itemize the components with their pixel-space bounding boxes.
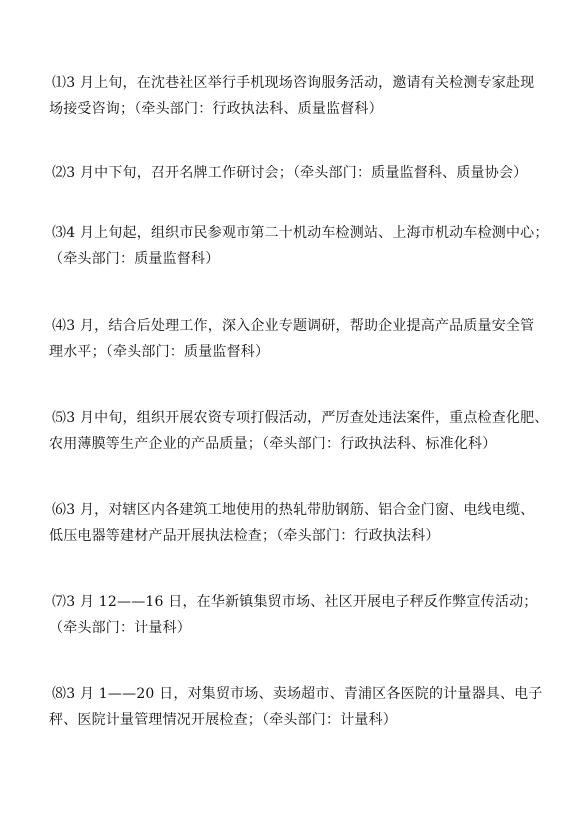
- item-1-line-2: 场接受咨询；（牵头部门：行政执法科、质量监督科）: [49, 101, 383, 117]
- list-item-6: [49, 497, 552, 549]
- list-item-2: [52, 160, 552, 186]
- item-5-line-1: ⑸3 月中旬，组织开展农资专项打假活动，严厉查处违法案件，重点检查化肥、: [52, 410, 549, 426]
- item-5-line-2: 农用薄膜等生产企业的产品质量；（牵头部门：行政执法科、标准化科）: [49, 436, 497, 452]
- list-item-5: [49, 405, 552, 457]
- item-7-line-2: （牵头部门：计量科）: [49, 620, 191, 636]
- item-4-line-2: 理水平；（牵头部门：质量监督科）: [49, 344, 270, 360]
- list-item-8: [49, 681, 552, 733]
- item-6-line-2: 低压电器等建材产品开展执法检查；（牵头部门：行政执法科）: [49, 528, 440, 544]
- item-7-line-1: ⑺3 月 12——16 日，在华新镇集贸市场、社区开展电子秤反作弊宣传活动；: [52, 594, 538, 610]
- item-8-line-2: 秤、医院计量管理情况开展检查；（牵头部门：计量科）: [49, 712, 397, 728]
- item-4-line-1: ⑷3 月，结合后处理工作，深入企业专题调研，帮助企业提高产品质量安全管: [52, 318, 535, 334]
- item-2-line-1: ⑵3 月中下旬，召开名牌工作研讨会；（牵头部门：质量监督科、质量协会）: [52, 165, 528, 181]
- list-item-1: [49, 70, 552, 122]
- list-item-3: [49, 220, 552, 272]
- item-3-line-1: ⑶4 月上旬起，组织市民参观市第二十机动车检测站、上海市机动车检测中心；: [52, 225, 549, 241]
- list-item-4: [49, 313, 552, 365]
- list-item-7: [49, 589, 552, 641]
- item-6-line-1: ⑹3 月，对辖区内各建筑工地使用的热轧带肋钢筋、铝合金门窗、电线电缆、: [52, 502, 535, 518]
- item-8-line-1: ⑻3 月 1——20 日，对集贸市场、卖场超市、青浦区各医院的计量器具、电子: [52, 686, 543, 702]
- item-1-line-1: ⑴3 月上旬，在沈巷社区举行手机现场咨询服务活动，邀请有关检测专家赴现: [52, 75, 535, 91]
- item-3-line-2: （牵头部门：质量监督科）: [49, 251, 220, 267]
